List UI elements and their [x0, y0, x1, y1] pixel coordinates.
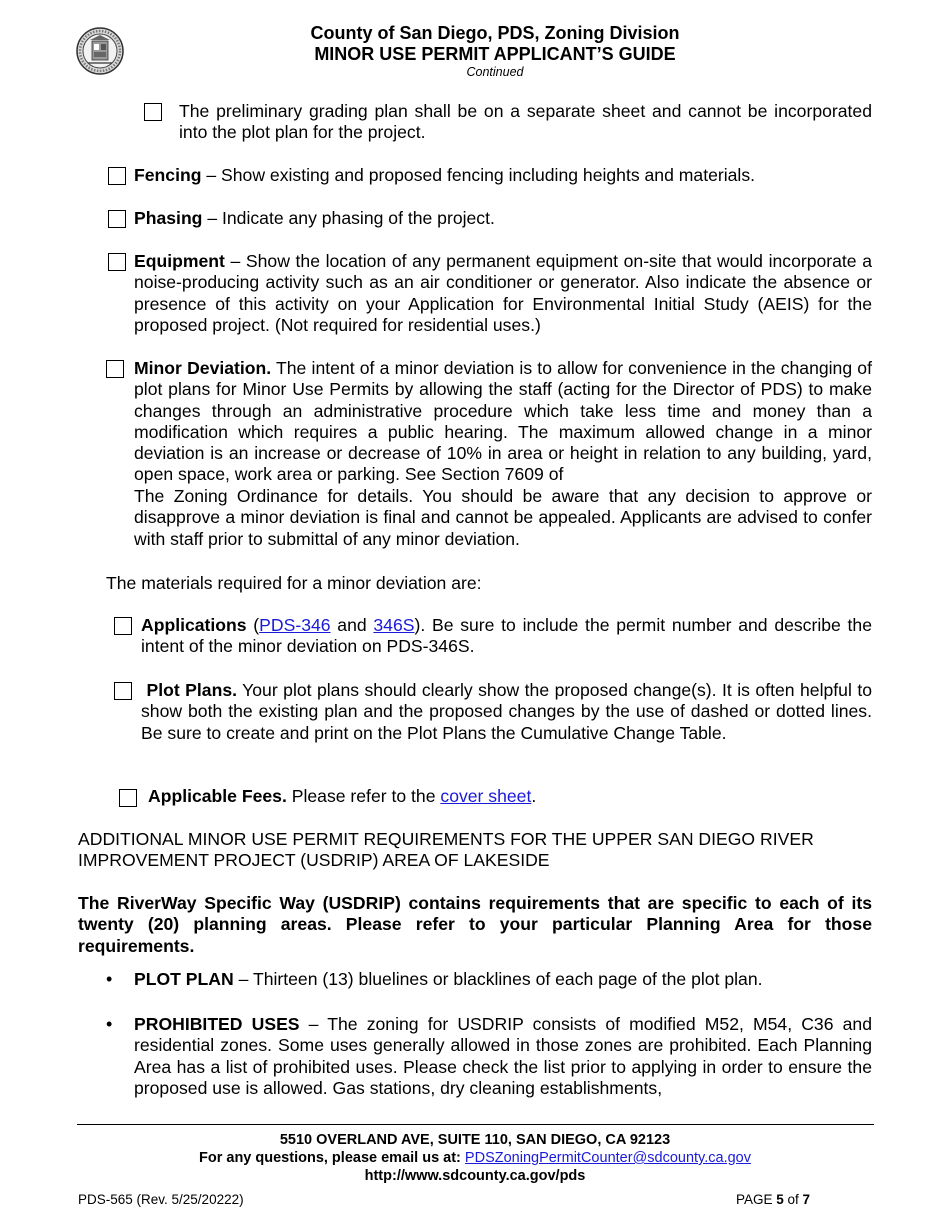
- plot-plans-term: Plot Plans.: [146, 680, 237, 700]
- bullet-plot-plan: [134, 969, 872, 990]
- fees-checkbox[interactable]: [119, 789, 137, 807]
- applications-and: and: [330, 615, 374, 635]
- footer-email-link[interactable]: PDSZoningPermitCounter@sdcounty.ca.gov: [464, 1150, 751, 1166]
- equipment-checkbox[interactable]: [108, 253, 126, 271]
- phasing-text: – Indicate any phasing of the project.: [202, 208, 495, 228]
- applications-text: ). Be sure to include the permit number and describe the intent of the minor deviation on PDS-346S.: [141, 615, 873, 657]
- materials-intro: The materials required for a minor deviation are:: [106, 573, 482, 593]
- phasing-item: [134, 208, 874, 229]
- usdrip-bold-note: The RiverWay Specific Way (USDRIP) contains requirements that are specific to each of its twenty (20) planning areas. Please refer to your particular Planning Area for those requirements.: [78, 893, 872, 956]
- cover-sheet-link[interactable]: cover sheet: [440, 786, 532, 806]
- minor-deviation-checkbox[interactable]: [106, 360, 124, 378]
- plot-plans-item: [141, 680, 872, 744]
- header-title-line1: County of San Diego, PDS, Zoning Division: [310, 23, 680, 43]
- bullet-prohibited-uses-term: PROHIBITED USES: [134, 1014, 300, 1034]
- usdrip-heading: ADDITIONAL MINOR USE PERMIT REQUIREMENTS FOR THE UPPER SAN DIEGO RIVER IMPROVEMENT PROJECT (USDRIP) AREA OF LAKESIDE: [78, 829, 814, 871]
- bullet-plot-plan-term: PLOT PLAN: [134, 969, 234, 989]
- fencing-text: – Show existing and proposed fencing including heights and materials.: [201, 165, 756, 185]
- equipment-item: [134, 251, 872, 336]
- 346s-link[interactable]: 346S: [373, 615, 415, 635]
- footer-address: 5510 OVERLAND AVE, SUITE 110, SAN DIEGO, CA 92123: [279, 1132, 671, 1148]
- minor-deviation-term: Minor Deviation.: [134, 358, 272, 378]
- minor-deviation-text-part2: The Zoning Ordinance for details. You should be aware that any decision to approve or disapprove a minor deviation is final and cannot be appealed. Applicants are advised to confer with staff prior to submittal of any minor deviation.: [134, 486, 872, 549]
- footer-email-prefix: For any questions, please email us at:: [199, 1150, 465, 1166]
- pds-346-link[interactable]: PDS-346: [259, 615, 331, 635]
- plot-plans-checkbox[interactable]: [114, 682, 132, 700]
- fencing-item: [134, 165, 874, 186]
- phasing-checkbox[interactable]: [108, 210, 126, 228]
- applications-checkbox[interactable]: [114, 617, 132, 635]
- bullet-prohibited-uses-symbol: •: [106, 1014, 113, 1034]
- minor-deviation-text-part1: The intent of a minor deviation is to allow for convenience in the changing of plot plans for Minor Use Permits by allowing the staff (acting for the Director of PDS) to make changes through an administrative procedure which take less time and money than a modification which requires a public hearing. The maximum allowed change in a minor deviation is an increase or decrease of 10% in area or height in relation to any building, yard, open space, work area or parking. See Section 7609 of: [134, 358, 872, 485]
- bullet-plot-plan-text: – Thirteen (13) bluelines or blacklines of each page of the plot plan.: [233, 969, 763, 989]
- footer-page-number: [736, 1191, 810, 1208]
- footer-divider: [77, 1124, 874, 1125]
- page-total: 7: [802, 1192, 811, 1207]
- fees-term: Applicable Fees.: [148, 786, 287, 806]
- page-label: PAGE: [736, 1192, 777, 1207]
- equipment-term: Equipment: [134, 251, 225, 271]
- bullet-prohibited-uses: [134, 1014, 872, 1099]
- equipment-text: – Show the location of any permanent equipment on-site that would incorporate a noise-producing activity such as an air conditioner or generator. Also indicate the absence or presence of this activity on your Application for Environmental Initial Study (AEIS) for the proposed project. (Not required for residential uses.): [134, 251, 872, 335]
- grading-plan-checkbox[interactable]: [144, 103, 162, 121]
- fencing-checkbox[interactable]: [108, 167, 126, 185]
- fees-text: Please refer to the: [286, 786, 441, 806]
- bullet-prohibited-uses-text: – The zoning for USDRIP consists of modified M52, M54, C36 and residential zones. Some uses generally allowed in those zones are prohibited. Each Planning Area has a list of prohibited uses. Please check the list prior to applying in order to ensure the proposed use is allowed. Gas stations, dry cleaning establishments,: [134, 1014, 872, 1098]
- header-continued: Continued: [466, 65, 524, 79]
- fencing-term: Fencing: [134, 165, 202, 185]
- plot-plans-text: Your plot plans should clearly show the proposed change(s). It is often helpful to show both the existing plan and the proposed changes by the use of dashed or dotted lines. Be sure to create and print on the Plot Plans the Cumulative Change Table.: [141, 680, 872, 743]
- grading-plan-text: The preliminary grading plan shall be on a separate sheet and cannot be incorporated into the plot plan for the project.: [179, 101, 872, 143]
- header-title-line2: MINOR USE PERMIT APPLICANT’S GUIDE: [314, 44, 676, 64]
- bullet-plot-plan-symbol: •: [106, 969, 113, 989]
- page-of: of: [783, 1192, 803, 1207]
- applications-term: Applications: [141, 615, 247, 635]
- minor-deviation-item: [134, 358, 872, 486]
- fees-item: [148, 786, 872, 807]
- footer-website: http://www.sdcounty.ca.gov/pds: [364, 1168, 586, 1184]
- applications-item: [141, 615, 872, 658]
- footer-form-id: PDS-565 (Rev. 5/25/20222): [78, 1192, 244, 1207]
- page-current: 5: [776, 1192, 784, 1207]
- fees-end: .: [531, 786, 537, 806]
- footer-email-line: [0, 1149, 950, 1167]
- applications-open-paren: (: [246, 615, 260, 635]
- phasing-term: Phasing: [134, 208, 203, 228]
